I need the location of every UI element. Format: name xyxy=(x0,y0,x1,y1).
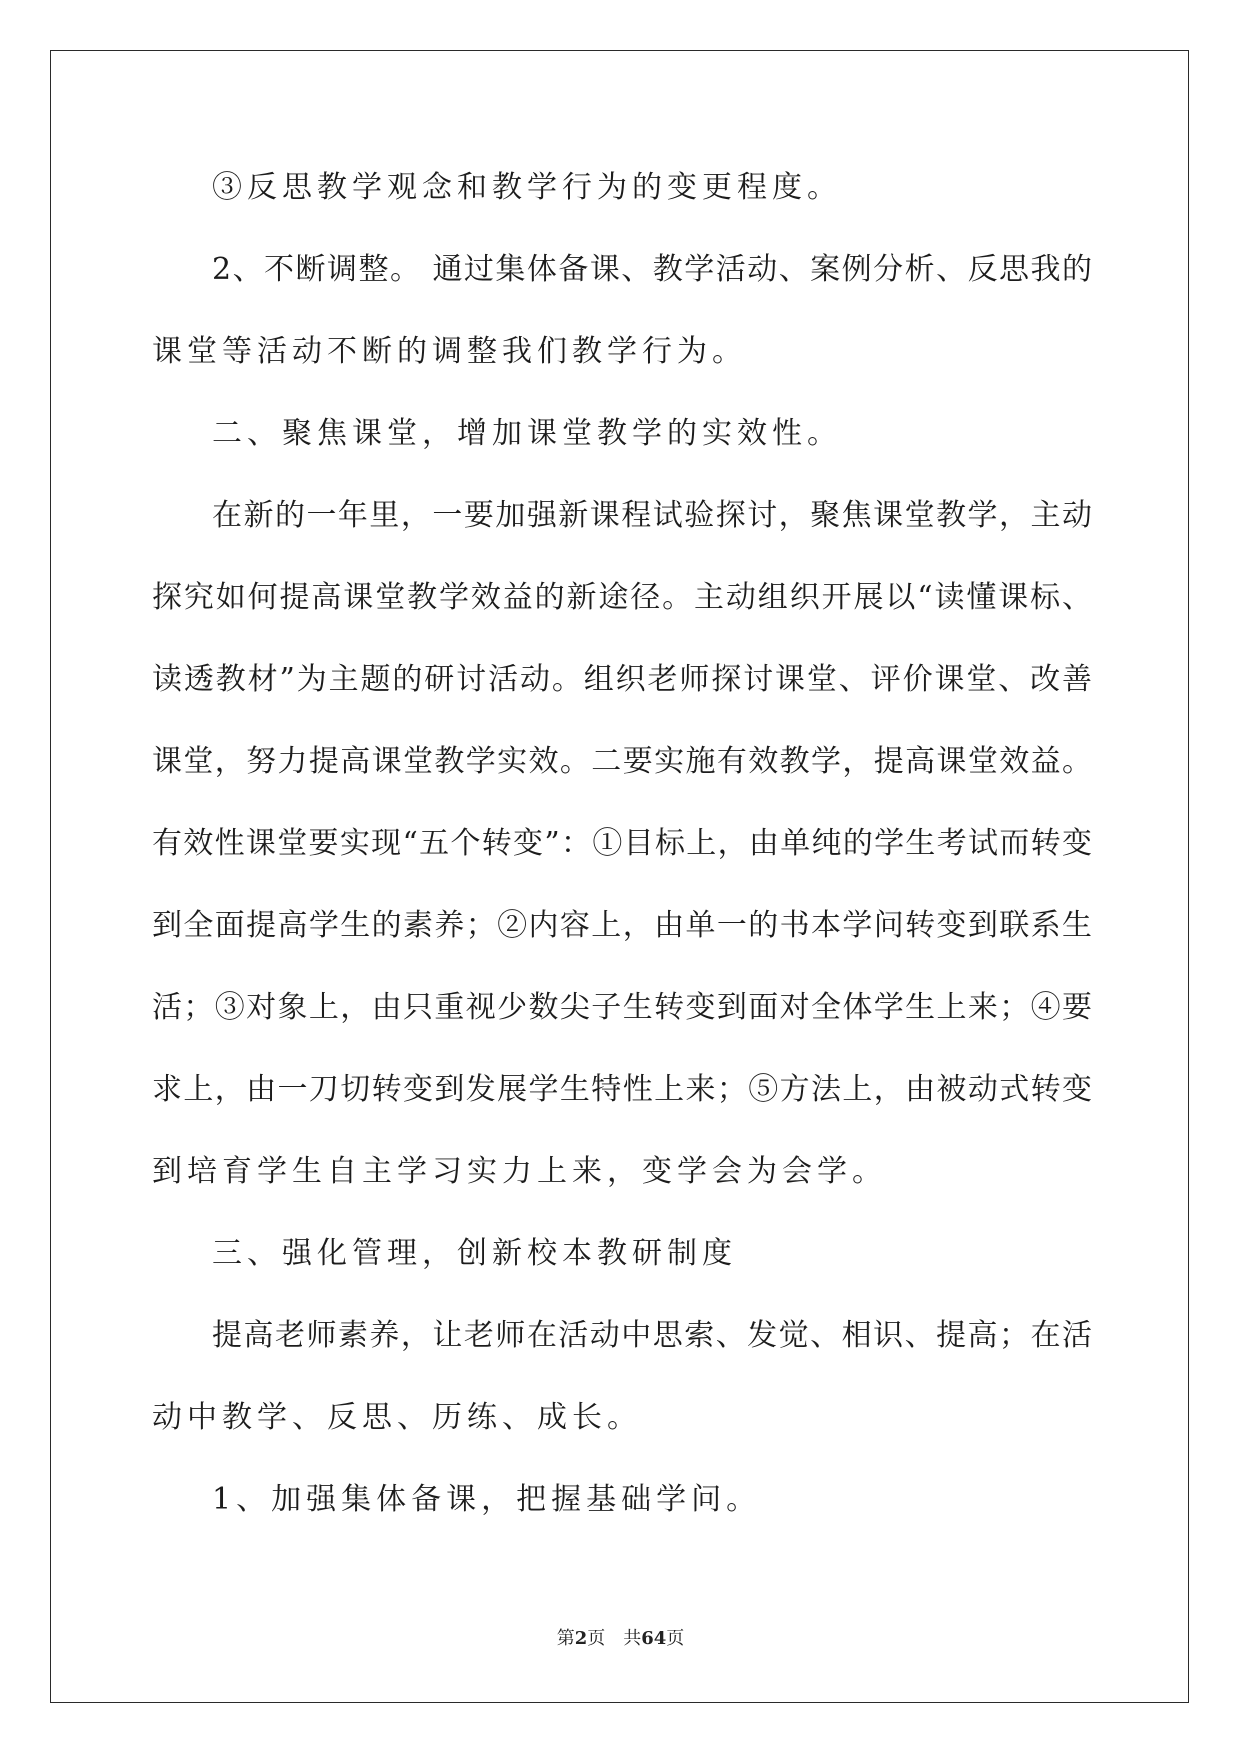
paragraph-line: 课堂等活动不断的调整我们教学行为。 xyxy=(152,334,747,369)
section-heading: 二、聚焦课堂，增加课堂教学的实效性。 xyxy=(212,416,842,451)
footer-total-pages: 64 xyxy=(641,1628,667,1649)
paragraph-line: 1、加强集体备课，把握基础学问。 xyxy=(212,1482,762,1517)
paragraph-line: 求上，由一刀切转变到发展学生特性上来；⑤方法上，由被动式转变 xyxy=(152,1072,1092,1107)
paragraph-line: 课堂，努力提高课堂教学实效。二要实施有效教学，提高课堂效益。 xyxy=(152,744,1092,779)
paragraph-line: 在新的一年里，一要加强新课程试验探讨，聚焦课堂教学，主动 xyxy=(212,498,1092,533)
section-heading: 三、强化管理，创新校本教研制度 xyxy=(212,1236,737,1271)
paragraph-line: ③反思教学观念和教学行为的变更程度。 xyxy=(212,170,842,205)
paragraph-line: 有效性课堂要实现“五个转变”：①目标上，由单纯的学生考试而转变 xyxy=(152,826,1092,861)
paragraph-line: 读透教材”为主题的研讨活动。组织老师探讨课堂、评价课堂、改善 xyxy=(152,662,1092,697)
page-border xyxy=(50,50,1189,1703)
footer-suffix: 页 xyxy=(666,1628,685,1649)
page-footer xyxy=(0,1624,1241,1650)
paragraph-line: 2、不断调整。 通过集体备课、教学活动、案例分析、反思我的 xyxy=(212,252,1092,287)
paragraph-line: 探究如何提高课堂教学效益的新途径。主动组织开展以“读懂课标、 xyxy=(152,580,1092,615)
footer-page-number: 2 xyxy=(574,1628,588,1649)
paragraph-line: 提高老师素养，让老师在活动中思索、发觉、相识、提高；在活 xyxy=(212,1318,1092,1353)
paragraph-line: 活；③对象上，由只重视少数尖子生转变到面对全体学生上来；④要 xyxy=(152,990,1092,1025)
paragraph-line: 到全面提高学生的素养；②内容上，由单一的书本学问转变到联系生 xyxy=(152,908,1092,943)
paragraph-line: 动中教学、反思、历练、成长。 xyxy=(152,1400,642,1435)
footer-prefix: 第 xyxy=(556,1628,575,1649)
paragraph-line: 到培育学生自主学习实力上来，变学会为会学。 xyxy=(152,1154,887,1189)
footer-mid: 页 共 xyxy=(587,1628,642,1649)
